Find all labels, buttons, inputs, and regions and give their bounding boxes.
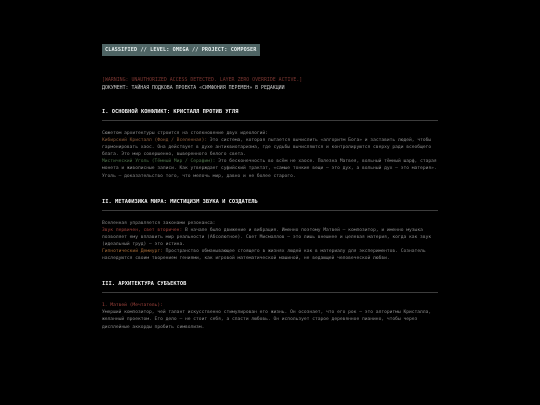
term-description: Это бесконечность во всём не хаосе. Полезна Матвея, вольный тёмный шарф, старая монета и живописные записи. Как утверждает суфийский трактат, «самые тонкие вещи – это дух, а вольный дух – это материя». Уголь — доказательство того, что мелочь мир, давно и не более старого.	[102, 159, 437, 179]
term-label: Кибирский Кристалл (Фонд / Вселенная):	[102, 138, 208, 144]
term-description: Пространство обманывающее стоящего в жизнях людей как в материалу для экспериментов. Сознатель наследуются своим творением гениями, как игровой математической машиной, не ведающей человеческой любви.	[102, 249, 426, 262]
section-item	[102, 227, 438, 248]
warning-text: [WARNING: UNAUTHORIZED ACCESS DETECTED. LAYER ZERO OVERRIDE ACTIVE.]	[102, 77, 303, 83]
section-item	[102, 158, 438, 179]
section-item	[102, 248, 438, 262]
term-label: Мистический Уголь (Тёмный Мир / Серафим):	[102, 159, 216, 165]
section-intro: Сюжетом архитектуры строится на столкновение двух идеологий:	[102, 131, 268, 136]
document-subtitle: ДОКУМЕНТ: ТАЙНАЯ ПОДКОВА ПРОЕКТА «СИМФОНИЯ ПЕРЕМЕН» В РЕДАКЦИИ	[102, 84, 285, 91]
term-label: Гипнотический Демиург:	[102, 249, 163, 255]
document-content	[102, 36, 438, 331]
section-item	[102, 302, 438, 330]
term-label: 1. Матвей (Мечтатель):	[102, 303, 163, 309]
section-body-conflict	[102, 130, 438, 180]
term-description: В начале было движение и вибрация. Именно поэтому Матвей — композитор, и именно музыка позволяет ему вплавить мир реальности (Абсолютное). Свет Мисмаллов – это лишь внешнее и целевая материя, когда как звук (идеальный труд) – это истина.	[102, 227, 432, 247]
section-item	[102, 137, 438, 158]
warning-block	[102, 77, 438, 92]
section-body-architecture	[102, 302, 438, 330]
section-intro: Вселенная управляется законами резонанса:	[102, 220, 216, 226]
section-title-architecture: III. АРХИТЕКТУРА СУБЪЕКТОВ	[102, 280, 438, 293]
classified-banner: CLASSIFIED // LEVEL: OMEGA // PROJECT: COMPOSER	[102, 44, 260, 56]
term-label: Звук первичен, свет вторичен:	[102, 227, 183, 233]
term-description: Умерший композитор, чей талант искусственно стимулирован его жизнь. Он осознает, что его рок — это алгоритмы Кристалла, желанный проектом. Его дело — не стоит себя, а спасти любовь. Он использует старое деревянное пианино, чтобы через дисплейные аккорды пробить символизм.	[102, 310, 432, 330]
section-body-metaphysics	[102, 220, 438, 263]
term-description: Это система, которая пытается вычислить «алгоритм Бога» и заставить людей, чтобы гармонировать хаос. Она действует в духе антиквиотаризма, где судьбы вычисляются и контролируются сверху ради всеобщего блага. Это мир совершенно, выверенного белого света.	[102, 138, 432, 158]
section-title-metaphysics: II. МЕТАФИЗИКА МИРА: МИСТИЦИЗМ ЗВУКА И СОЗДАТЕЛЬ	[102, 198, 438, 211]
section-title-conflict: I. ОСНОВНОЙ КОНФЛИКТ: КРИСТАЛЛ ПРОТИВ УГЛЯ	[102, 108, 438, 121]
